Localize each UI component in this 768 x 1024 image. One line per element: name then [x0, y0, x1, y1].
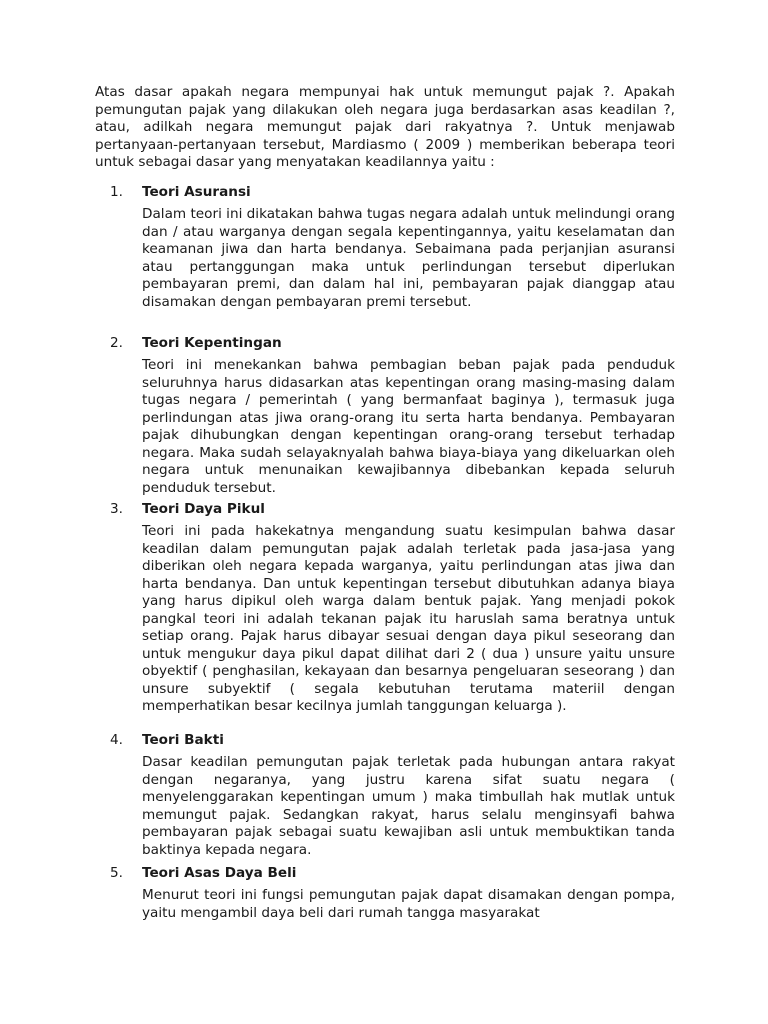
intro-paragraph: Atas dasar apakah negara mempunyai hak untuk memungut pajak ?. Apakah pemungutan pajak yang dilakukan oleh negara juga berdasarkan asas keadilan ?, atau, adilkah negara memungut pajak dari rakyatnya ?. Untuk menjawab pertanyaan-pertanyaan tersebut, Mardiasmo ( 2009 ) memberikan beberapa teori untuk sebagai dasar yang menyatakan keadilannya yaitu : — [95, 84, 675, 170]
section-title: Teori Asuransi — [142, 184, 251, 200]
section-title: Teori Kepentingan — [142, 335, 282, 351]
section-number: 3. — [110, 501, 123, 517]
section-title: Teori Bakti — [142, 732, 224, 748]
section-text: Dalam teori ini dikatakan bahwa tugas negara adalah untuk melindungi orang dan / atau warganya dengan segala kepentingannya, yaitu keselamatan dan keamanan jiwa dan harta bendanya. Sebaimana pada perjanjian asuransi atau pertanggungan maka untuk perlindungan tersebut diperlukan pembayaran premi, dan dalam hal ini, pembayaran pajak dianggap atau disamakan dengan pembayaran premi tersebut. — [142, 206, 675, 310]
section-text: Menurut teori ini fungsi pemungutan pajak dapat disamakan dengan pompa, yaitu mengambil daya beli dari rumah tangga masyarakat — [142, 887, 675, 921]
section-number: 1. — [110, 184, 123, 200]
section-text: Teori ini menekankan bahwa pembagian beban pajak pada penduduk seluruhnya harus didasarkan atas kepentingan orang masing-masing dalam tugas negara / pemerintah ( yang bermanfaat baginya ), termasuk juga perlindungan atas jiwa orang-orang itu serta harta bendanya. Pembayaran pajak dihubungkan dengan kepentingan orang-orang tersebut terhadap negara. Maka sudah selayaknyalah bahwa biaya-biaya yang dikeluarkan oleh negara untuk menunaikan kewajibannya dibebankan kepada seluruh penduduk tersebut. — [142, 357, 675, 496]
section-text: Teori ini pada hakekatnya mengandung suatu kesimpulan bahwa dasar keadilan dalam pemungutan pajak adalah terletak pada jasa-jasa yang diberikan oleh negara kepada warganya, yaitu perlindungan atas jiwa dan harta bendanya. Dan untuk kepentingan tersebut dibutuhkan adanya biaya yang harus dipikul oleh warga dalam bentuk pajak. Yang menjadi pokok pangkal teori ini adalah tekanan pajak itu haruslah sama beratnya untuk setiap orang. Pajak harus dibayar sesuai dengan daya pikul seseorang dan untuk mengukur daya pikul dapat dilihat dari 2 ( dua ) unsure yaitu unsure obyektif ( penghasilan, kekayaan dan besarnya pengeluaran seseorang ) dan unsure subyektif ( segala kebutuhan terutama materiil dengan memperhatikan besar kecilnya jumlah tanggungan keluarga ). — [142, 523, 675, 714]
section-number: 4. — [110, 732, 123, 748]
section-title: Teori Daya Pikul — [142, 501, 265, 517]
section-title: Teori Asas Daya Beli — [142, 865, 297, 881]
section-number: 2. — [110, 335, 123, 351]
section-text: Dasar keadilan pemungutan pajak terletak pada hubungan antara rakyat dengan negaranya, yang justru karena sifat suatu negara ( menyelenggarakan kepentingan umum ) maka timbullah hak mutlak untuk memungut pajak. Sedangkan rakyat, harus selalu menginsyafi bahwa pembayaran pajak sebagai suatu kewajiban asli untuk membuktikan tanda baktinya kepada negara. — [142, 754, 675, 858]
section-number: 5. — [110, 865, 123, 881]
